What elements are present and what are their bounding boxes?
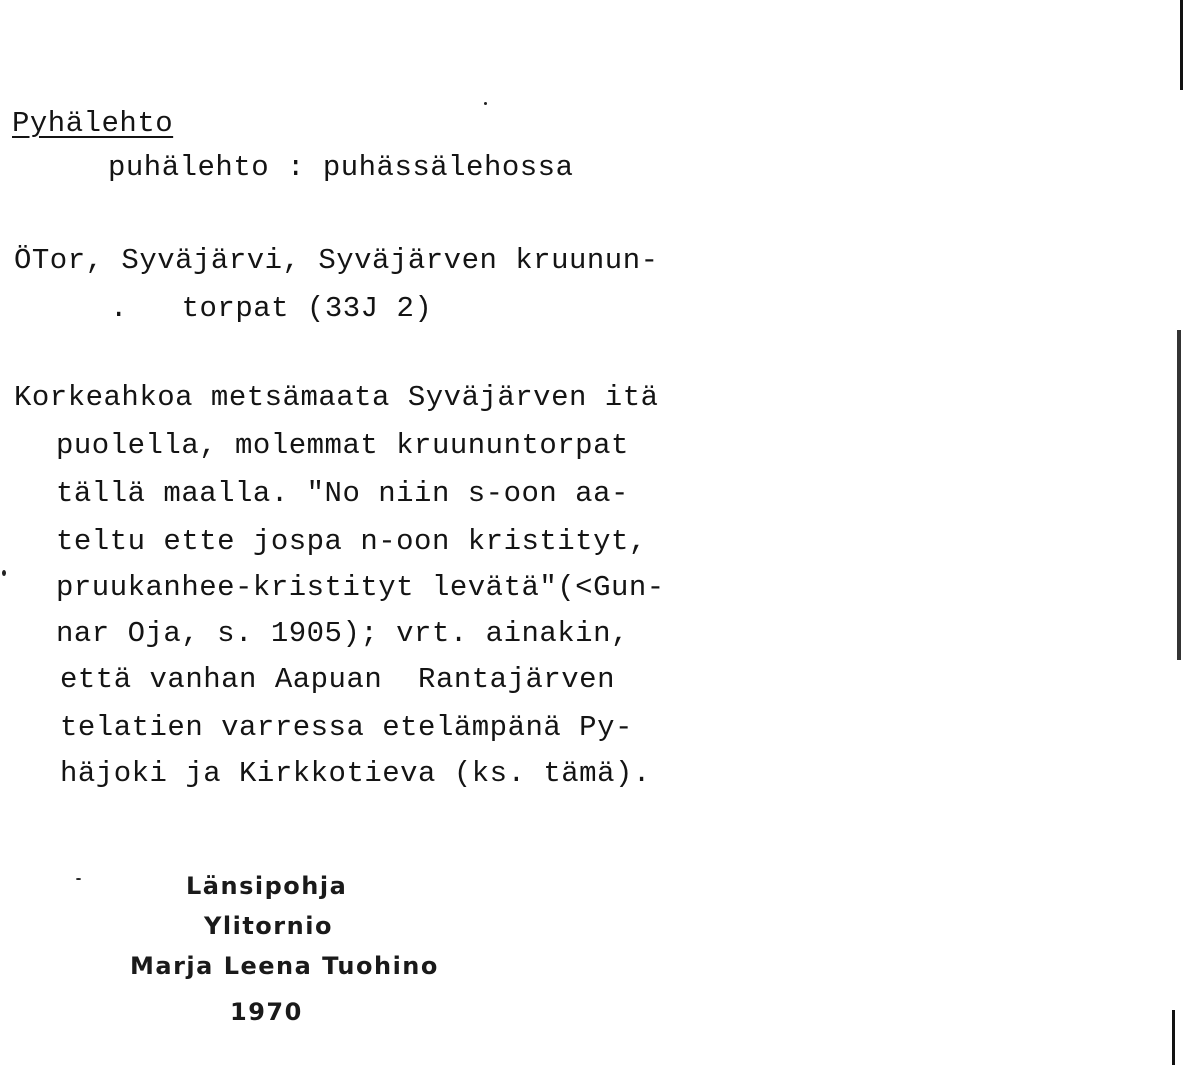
scan-edge-middle (1177, 330, 1181, 660)
stamp-parish: Ylitornio (204, 912, 333, 940)
description-line-5: pruukanhee-kristityt levätä"(<Gun- (56, 571, 665, 604)
description-line-9: häjoki ja Kirkkotieva (ks. tämä). (60, 757, 651, 790)
description-line-3: tällä maalla. "No niin s-oon aa- (56, 477, 629, 510)
scan-edge-top (1180, 0, 1183, 90)
stamp-collector: Marja Leena Tuohino (130, 952, 439, 980)
description-line-8: telatien varressa etelämpänä Py- (60, 711, 633, 744)
scan-speck (2, 570, 6, 576)
location-line-1: ÖTor, Syväjärvi, Syväjärven kruunun- (14, 244, 659, 277)
headword: Pyhälehto (12, 107, 174, 140)
scan-edge-bottom (1172, 1010, 1175, 1065)
description-line-2: puolella, molemmat kruununtorpat (56, 429, 629, 462)
description-line-7: että vanhan Aapuan Rantajärven (60, 663, 615, 696)
description-line-6: nar Oja, s. 1905); vrt. ainakin, (56, 617, 629, 650)
description-line-4: teltu ette jospa n-oon kristityt, (56, 525, 647, 558)
stamp-year: 1970 (230, 998, 303, 1026)
scan-speck (484, 102, 487, 105)
stamp-region: Länsipohja (186, 872, 348, 900)
inflection-line: puhälehto : puhässälehossa (108, 151, 574, 184)
description-line-1: Korkeahkoa metsämaata Syväjärven itä (14, 381, 659, 414)
location-line-2: . torpat (33J 2) (110, 292, 433, 325)
scan-speck (76, 878, 81, 880)
